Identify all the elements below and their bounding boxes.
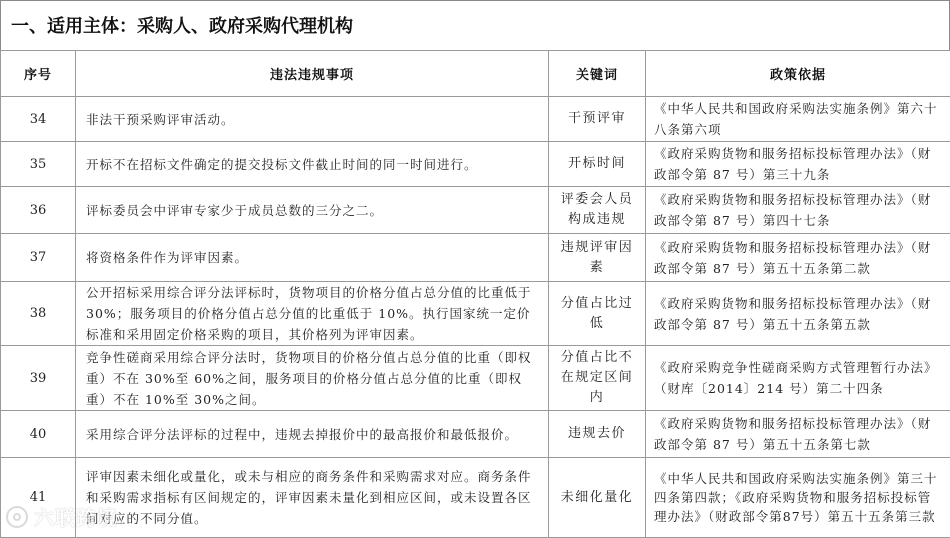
row-policy-basis: 《中华人民共和国政府采购法实施条例》第三十四条第四款；《政府采购货物和服务招标投标管理办法》（财政部令第87号）第五十五条第三款 xyxy=(646,458,950,538)
table-row xyxy=(1,97,950,142)
row-policy-basis: 《政府采购竞争性磋商采购方式管理暂行办法》（财库〔2014〕214 号）第二十四条 xyxy=(646,346,950,411)
row-violation: 非法干预采购评审活动。 xyxy=(76,97,549,142)
row-number: 34 xyxy=(1,97,76,142)
violations-table xyxy=(0,50,950,538)
row-keyword: 违规评审因素 xyxy=(549,234,646,282)
row-number: 37 xyxy=(1,234,76,282)
watermark-text: 六联跨境 xyxy=(34,502,118,531)
row-keyword: 未细化量化 xyxy=(549,458,646,538)
row-keyword: 开标时间 xyxy=(549,142,646,187)
row-policy-basis: 《政府采购货物和服务招标投标管理办法》（财政部令第 87 号）第四十七条 xyxy=(646,187,950,234)
row-violation: 评标委员会中评审专家少于成员总数的三分之二。 xyxy=(76,187,549,234)
row-violation: 公开招标采用综合评分法评标时，货物项目的价格分值占总分值的比重低于 30%；服务项目的价格分值占总分值的比重低于 10%。执行国家统一定价标准和采用固定价格采购的项目，其价格列为评审因素。 xyxy=(76,282,549,346)
row-policy-basis: 《中华人民共和国政府采购法实施条例》第六十八条第六项 xyxy=(646,97,950,142)
row-violation: 评审因素未细化或量化，或未与相应的商务条件和采购需求对应。商务条件和采购需求指标有区间规定的，评审因素未量化到相应区间，或未设置各区间对应的不同分值。 xyxy=(76,458,549,538)
header-policy-basis: 政策依据 xyxy=(646,51,950,97)
table-row xyxy=(1,458,950,538)
row-keyword: 干预评审 xyxy=(549,97,646,142)
table-row xyxy=(1,142,950,187)
header-number: 序号 xyxy=(1,51,76,97)
row-violation: 开标不在招标文件确定的提交投标文件截止时间的同一时间进行。 xyxy=(76,142,549,187)
table-row xyxy=(1,282,950,346)
row-keyword: 分值占比不在规定区间内 xyxy=(549,346,646,411)
table-row xyxy=(1,346,950,411)
table-header-row xyxy=(1,51,950,97)
row-policy-basis: 《政府采购货物和服务招标投标管理办法》（财政部令第 87 号）第五十五条第七款 xyxy=(646,411,950,458)
row-violation: 将资格条件作为评审因素。 xyxy=(76,234,549,282)
row-number: 38 xyxy=(1,282,76,346)
row-policy-basis: 《政府采购货物和服务招标投标管理办法》（财政部令第 87 号）第五十五条第五款 xyxy=(646,282,950,346)
row-number: 36 xyxy=(1,187,76,234)
table-row xyxy=(1,411,950,458)
row-keyword: 分值占比过低 xyxy=(549,282,646,346)
row-violation: 竞争性磋商采用综合评分法时，货物项目的价格分值占总分值的比重（即权重）不在 30%至 60%之间，服务项目的价格分值占总分值的比重（即权重）不在 10%至 30%之间。 xyxy=(76,346,549,411)
row-keyword: 违规去价 xyxy=(549,411,646,458)
header-violation: 违法违规事项 xyxy=(76,51,549,97)
table-row xyxy=(1,187,950,234)
section-title: 一、适用主体：采购人、政府采购代理机构 xyxy=(0,0,950,50)
row-keyword: 评委会人员构成违规 xyxy=(549,187,646,234)
row-number: 40 xyxy=(1,411,76,458)
row-number: 35 xyxy=(1,142,76,187)
header-keyword: 关键词 xyxy=(549,51,646,97)
row-number: 39 xyxy=(1,346,76,411)
table-row xyxy=(1,234,950,282)
row-policy-basis: 《政府采购货物和服务招标投标管理办法》（财政部令第 87 号）第三十九条 xyxy=(646,142,950,187)
row-number: 41 xyxy=(1,458,76,538)
row-violation: 采用综合评分法评标的过程中，违规去掉报价中的最高报价和最低报价。 xyxy=(76,411,549,458)
row-policy-basis: 《政府采购货物和服务招标投标管理办法》（财政部令第 87 号）第五十五条第二款 xyxy=(646,234,950,282)
